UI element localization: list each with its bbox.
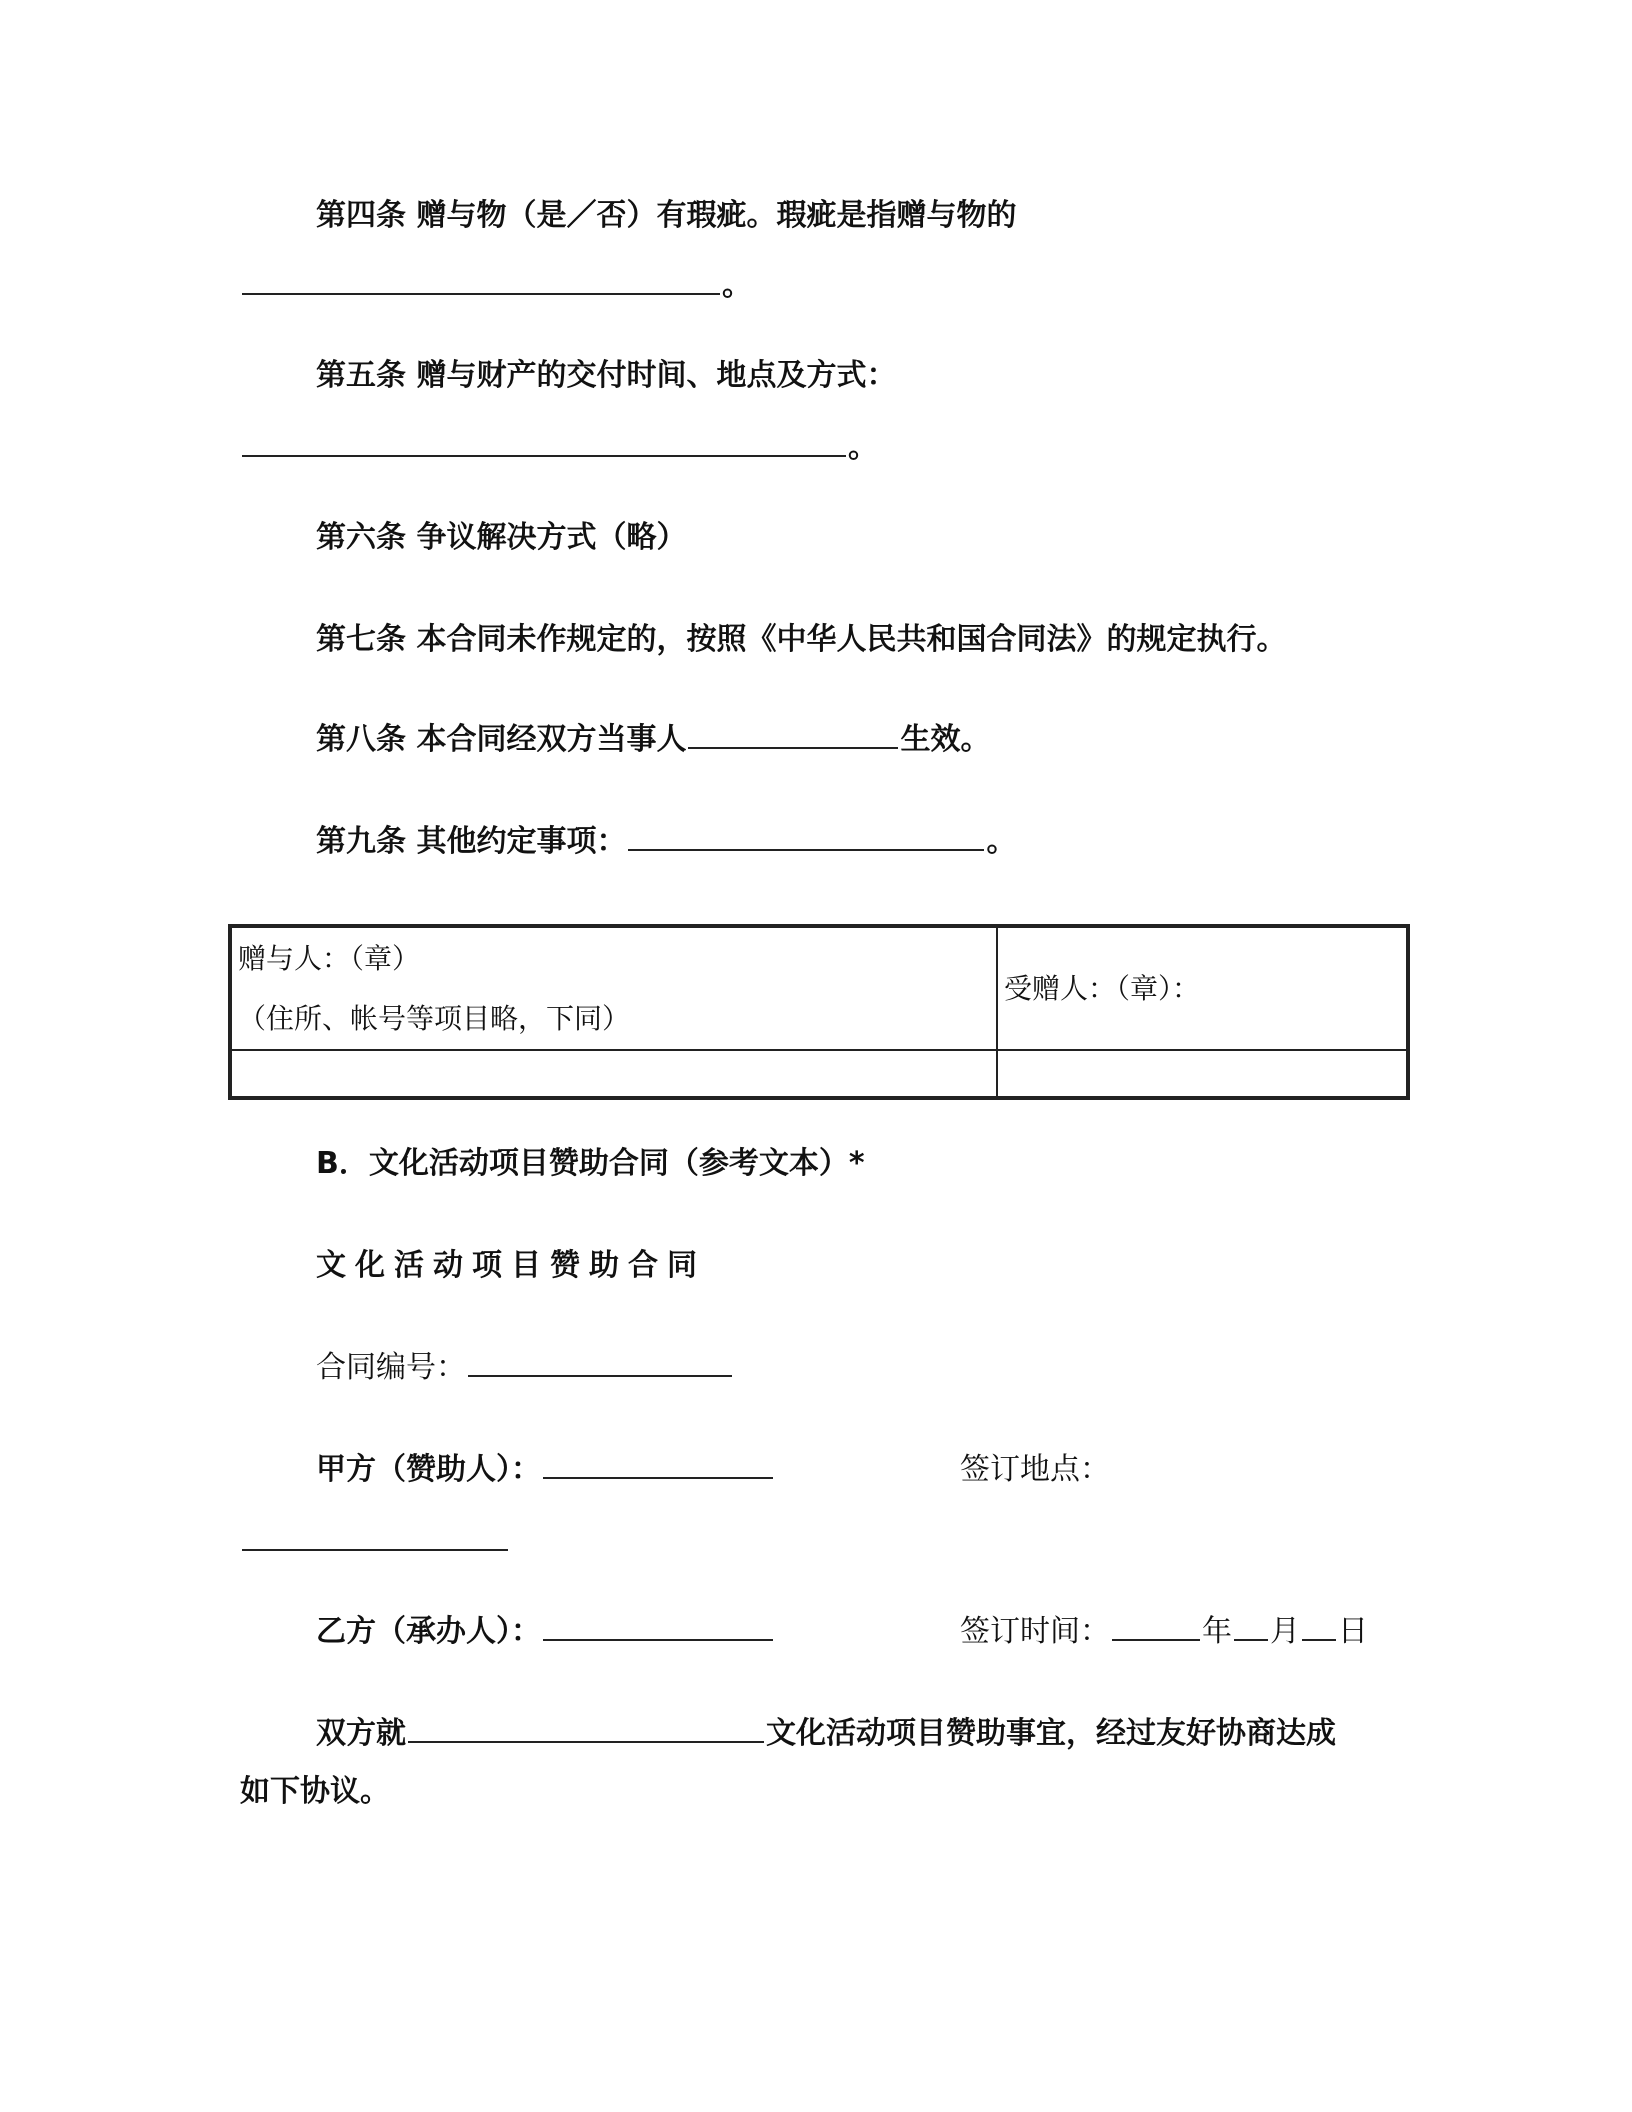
donee-cell	[997, 926, 1408, 1050]
article-9	[316, 822, 1016, 862]
donee-label: 受赠人：（章）：	[1004, 971, 1201, 1005]
sign-place-blank-line	[240, 1522, 510, 1562]
project-name-blank[interactable]	[408, 1719, 764, 1743]
donor-label: 赠与人：（章）	[238, 941, 421, 975]
article-4-line-1	[316, 196, 1016, 236]
article-5-end: 。	[848, 430, 878, 465]
year-blank[interactable]	[1112, 1617, 1200, 1641]
month-blank[interactable]	[1234, 1617, 1268, 1641]
article-6: 第六条 争议解决方式（略）	[316, 520, 687, 555]
empty-cell	[230, 1050, 997, 1098]
signature-empty-row	[230, 1050, 1408, 1098]
article-8-text: 第八条 本合同经双方当事人	[316, 722, 687, 757]
fill-blank[interactable]	[242, 433, 846, 457]
contract-number-blank[interactable]	[468, 1353, 732, 1377]
article-9-end: 。	[986, 824, 1017, 859]
agreement-line-2: 如下协议。	[240, 1774, 390, 1809]
article-9-text: 第九条 其他约定事项：	[316, 824, 627, 859]
contract-number-line	[316, 1348, 734, 1388]
signature-table	[228, 924, 1410, 1100]
empty-cell	[997, 1050, 1408, 1098]
party-a-line	[316, 1450, 775, 1490]
month-label: 月	[1270, 1614, 1300, 1649]
article-5-text: 第五条 赠与财产的交付时间、地点及方式：	[316, 358, 897, 393]
donor-note: （住所、帐号等项目略，下同）	[238, 1001, 631, 1035]
contract-title: 文化活动项目赞助合同	[316, 1248, 706, 1283]
sign-place-blank[interactable]	[242, 1527, 508, 1551]
party-b-line	[316, 1612, 775, 1652]
article-4-line-2	[240, 266, 752, 306]
article-7: 第七条 本合同未作规定的，按照《中华人民共和国合同法》的规定执行。	[316, 622, 1287, 657]
donor-cell	[230, 926, 997, 1050]
article-5-line-1	[316, 356, 896, 396]
sign-place-label: 签订地点：	[960, 1452, 1110, 1487]
signature-row	[230, 926, 1408, 1050]
agreement-pre: 双方就	[316, 1716, 406, 1751]
fill-blank[interactable]	[688, 725, 898, 749]
agreement-post: 文化活动项目赞助事宜，经过友好协商达成	[766, 1716, 1336, 1751]
article-5-line-2	[240, 428, 878, 468]
article-4-text: 第四条 赠与物（是／否）有瑕疵。瑕疵是指赠与物的	[316, 198, 1017, 233]
party-a-blank[interactable]	[543, 1455, 773, 1479]
party-a-label: 甲方（赞助人）：	[316, 1452, 541, 1487]
sign-time-line	[960, 1612, 1368, 1652]
party-b-blank[interactable]	[543, 1617, 773, 1641]
year-label: 年	[1202, 1614, 1232, 1649]
article-8	[316, 720, 990, 760]
fill-blank[interactable]	[628, 827, 984, 851]
day-blank[interactable]	[1302, 1617, 1336, 1641]
article-8-end: 生效。	[900, 722, 991, 757]
section-b-heading: B．文化活动项目赞助合同（参考文本）*	[316, 1146, 865, 1181]
article-4-end: 。	[722, 268, 752, 303]
day-label: 日	[1338, 1614, 1368, 1649]
contract-number-label: 合同编号：	[316, 1350, 466, 1385]
agreement-line-1	[316, 1714, 1336, 1754]
sign-time-label: 签订时间：	[960, 1614, 1110, 1649]
sign-place-line	[960, 1450, 1110, 1490]
party-b-label: 乙方（承办人）：	[316, 1614, 541, 1649]
fill-blank[interactable]	[242, 271, 720, 295]
